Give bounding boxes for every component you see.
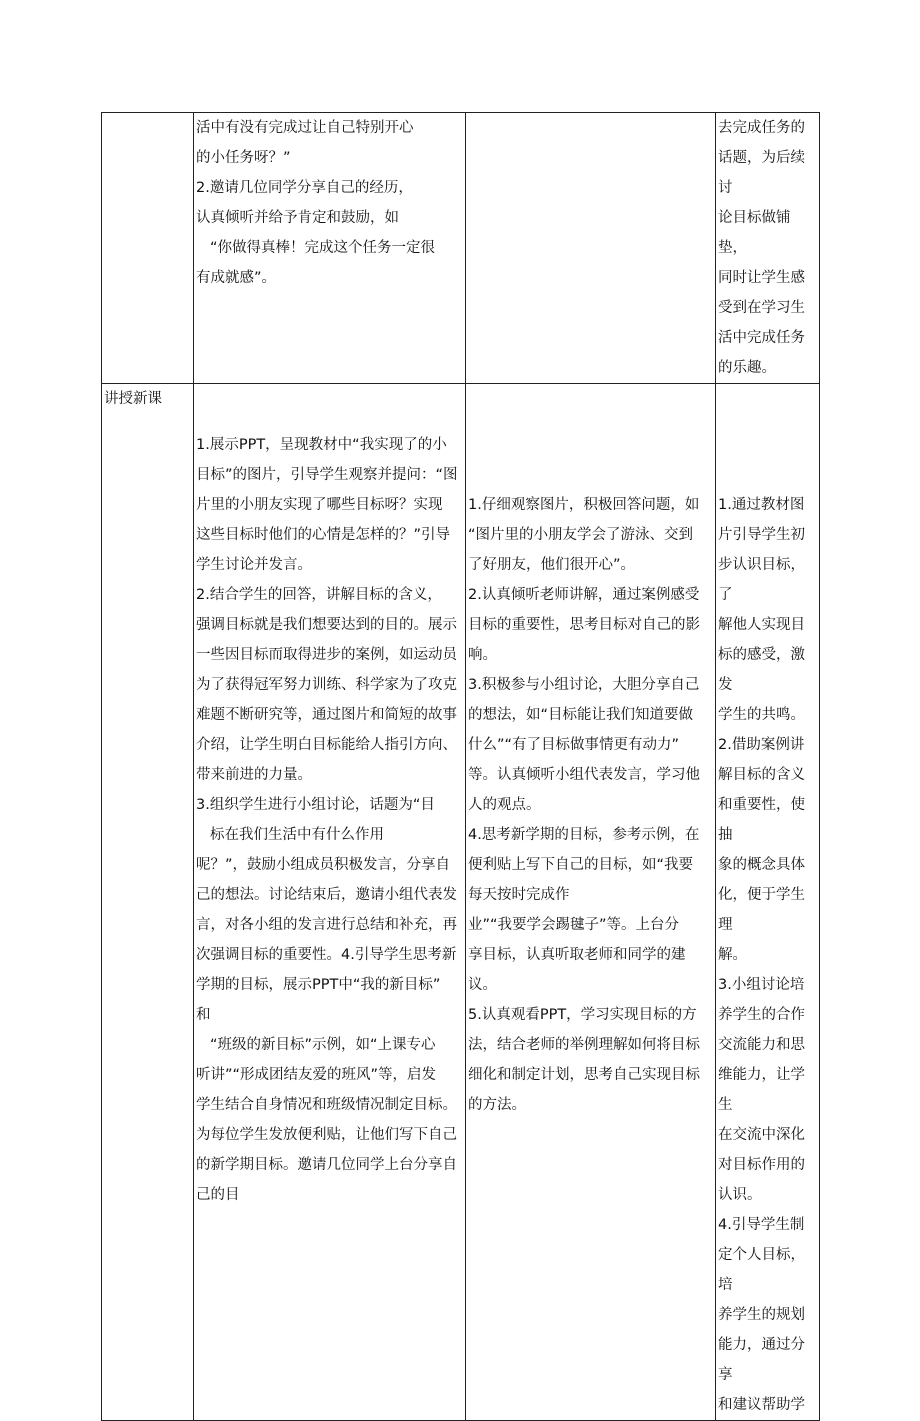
stage-cell: [102, 113, 194, 384]
text-line: 片引导学生初: [718, 527, 805, 543]
text-line: 1.仔细观察图片，积极回答问题，如: [468, 497, 700, 513]
text-line: 目标的重要性，思考目标对自己的影: [468, 617, 700, 633]
text-line: 受到在学习生: [718, 300, 805, 316]
text-line: 3.积极参与小组讨论，大胆分享自己: [468, 677, 700, 693]
text-line: 对目标作用的: [718, 1157, 805, 1173]
text-line: 听讲”“形成团结友爱的班风”等，启发: [196, 1067, 437, 1083]
text-line: 活中完成任务: [718, 330, 805, 346]
text-line: 1.通过教材图: [718, 497, 805, 513]
text-line: 维能力，让学生: [718, 1067, 805, 1113]
text-line: 去完成任务的: [718, 120, 805, 136]
text-line: 在交流中深化: [718, 1127, 805, 1143]
text-line: 言，对各小组的发言进行总结和补充，再: [196, 917, 457, 933]
text-line: 目标”的图片，引导学生观察并提问：“图: [196, 467, 458, 483]
teacher-activity-cell: [194, 384, 466, 1421]
text-line: 了好朋友，他们很开心”。: [468, 557, 636, 573]
text-line: 和重要性，使抽: [718, 797, 805, 843]
text-line: 认识。: [718, 1187, 762, 1203]
text-line: “你做得真棒！完成这个任务一定很: [210, 240, 436, 256]
text-line: 认真倾听并给予肯定和鼓励，如: [196, 210, 399, 226]
text-line: 化，便于学生理: [718, 887, 805, 933]
text-line: 象的概念具体: [718, 857, 805, 873]
text-line: 4.引导学生制: [718, 1217, 805, 1233]
text-line: 3.小组讨论培: [718, 977, 805, 993]
text-line: “图片里的小朋友学会了游泳、交到: [468, 527, 694, 543]
text-line: 2.借助案例讲: [718, 737, 805, 753]
text-line: 同时让学生感: [718, 270, 805, 286]
text-line: 介绍，让学生明白目标能给人指引方向、: [196, 737, 457, 753]
text-line: 养学生的规划: [718, 1307, 805, 1323]
text-line: 呢？”，鼓励小组成员积极发言，分享自: [196, 857, 451, 873]
text-line: 解目标的含义: [718, 767, 805, 783]
table-row: [102, 113, 820, 384]
text-line: 响。: [468, 647, 497, 663]
table-row: [102, 384, 820, 1421]
text-line: 定个人目标，培: [718, 1247, 805, 1293]
text-line: 业”“我要学会踢毽子”等。上台分: [468, 917, 680, 933]
text-line: 便利贴上写下自己的目标，如“我要: [468, 857, 694, 873]
text-line: 2.邀请几位同学分享自己的经历，: [196, 180, 413, 196]
text-line: 什么”“有了目标做事情更有动力”: [468, 737, 680, 753]
text-line: 标在我们生活中有什么作用: [210, 827, 384, 843]
text-line: 3.组织学生进行小组讨论，话题为“目: [196, 797, 435, 813]
text-line: 交流能力和思: [718, 1037, 805, 1053]
stage-cell: [102, 384, 194, 1421]
design-intent-cell: [716, 384, 820, 1421]
text-line: 细化和制定计划，思考自己实现目标: [468, 1067, 700, 1083]
text-line: 学生结合自身情况和班级情况制定目标。: [196, 1097, 457, 1113]
stage-label: 讲授新课: [104, 391, 162, 407]
text-line: 话题，为后续讨: [718, 150, 805, 196]
text-line: 人的观点。: [468, 797, 541, 813]
text-line: 的小任务呀？”: [196, 150, 291, 166]
lesson-plan-table: [101, 112, 820, 1421]
text-line: 的乐趣。: [718, 360, 776, 376]
text-line: 的新学期目标。邀请几位同学上台分享自: [196, 1157, 457, 1173]
text-line: 次强调目标的重要性。4.引导学生思考新: [196, 947, 457, 963]
text-line: 片里的小朋友实现了哪些目标呀？实现: [196, 497, 443, 513]
text-line: 己的想法。讨论结束后，邀请小组代表发: [196, 887, 457, 903]
text-line: 标的感受，激发: [718, 647, 805, 693]
text-line: 学生的共鸣。: [718, 707, 805, 723]
text-line: 的方法。: [468, 1097, 526, 1113]
text-line: 1.展示PPT，呈现教材中“我实现了的小: [196, 437, 447, 453]
text-line: 享目标，认真听取老师和同学的建议。: [468, 947, 686, 993]
text-line: 的想法，如“目标能让我们知道要做: [468, 707, 694, 723]
text-line: 每天按时完成作: [468, 887, 570, 903]
text-line: 5.认真观看PPT，学习实现目标的方: [468, 1007, 697, 1023]
text-line: 养学生的合作: [718, 1007, 805, 1023]
text-line: 难题不断研究等，通过图片和简短的故事: [196, 707, 457, 723]
text-line: 能力，通过分享: [718, 1337, 805, 1383]
text-line: 解他人实现目: [718, 617, 805, 633]
text-line: 为每位学生发放便利贴，让他们写下自己: [196, 1127, 457, 1143]
design-intent-cell: [716, 113, 820, 384]
teacher-activity-cell: [194, 113, 466, 384]
text-line: 解。: [718, 947, 747, 963]
text-line: 强调目标就是我们想要达到的目的。展示: [196, 617, 457, 633]
text-line: “班级的新目标”示例，如“上课专心: [210, 1037, 436, 1053]
text-line: 己的目: [196, 1187, 240, 1203]
text-line: 论目标做铺垫，: [718, 210, 791, 256]
text-line: 学生讨论并发言。: [196, 557, 312, 573]
text-line: 活中有没有完成过让自己特别开心: [196, 120, 414, 136]
text-line: 法，结合老师的举例理解如何将目标: [468, 1037, 700, 1053]
text-line: 步认识目标，了: [718, 557, 805, 603]
text-line: 有成就感”。: [196, 270, 277, 286]
student-activity-cell: [466, 113, 716, 384]
text-line: 等。认真倾听小组代表发言，学习他: [468, 767, 700, 783]
text-line: 2.认真倾听老师讲解，通过案例感受: [468, 587, 700, 603]
text-line: 和: [196, 1007, 211, 1023]
text-line: 和建议帮助学: [718, 1397, 805, 1413]
text-line: 这些目标时他们的心情是怎样的？”引导: [196, 527, 451, 543]
student-activity-cell: [466, 384, 716, 1421]
text-line: 带来前进的力量。: [196, 767, 312, 783]
text-line: 学期的目标，展示PPT中“我的新目标”: [196, 977, 441, 993]
text-line: 2.结合学生的回答，讲解目标的含义，: [196, 587, 442, 603]
text-line: 4.思考新学期的目标，参考示例，在: [468, 827, 700, 843]
text-line: 一些因目标而取得进步的案例，如运动员: [196, 647, 457, 663]
text-line: 为了获得冠军努力训练、科学家为了攻克: [196, 677, 457, 693]
